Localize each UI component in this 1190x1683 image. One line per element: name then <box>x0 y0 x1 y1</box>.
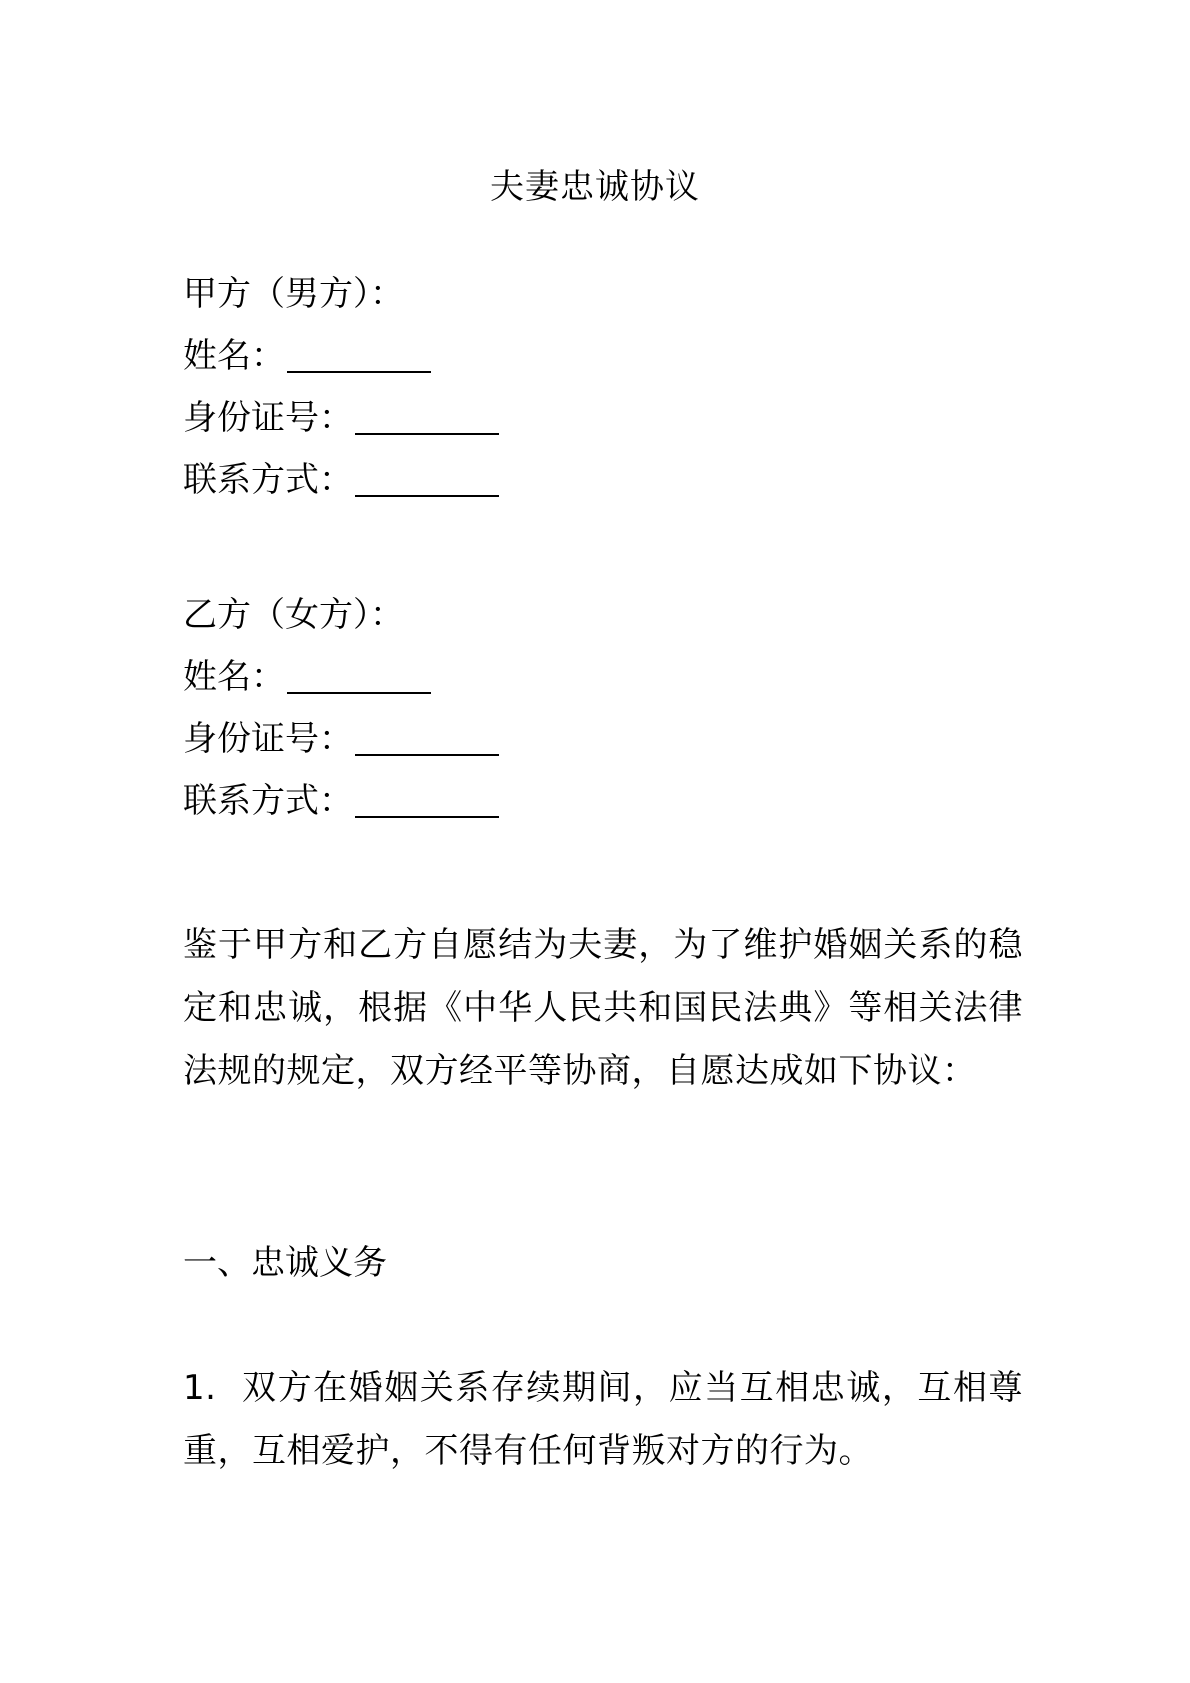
section-1-item-1 <box>183 1357 1023 1483</box>
party-b-name-label: 姓名： <box>183 657 285 697</box>
party-a-block <box>183 263 1023 511</box>
document-title: 夫妻忠诚协议 <box>490 167 700 207</box>
party-a-heading: 甲方（男方）： <box>183 274 404 314</box>
party-a-id-blank <box>355 389 499 435</box>
party-b-name-blank <box>287 648 431 694</box>
party-b-id-blank <box>355 710 499 756</box>
section-1-heading: 一、忠诚义务 <box>183 1243 387 1283</box>
preamble-paragraph: 鉴于甲方和乙方自愿结为夫妻，为了维护婚姻关系的稳定和忠诚，根据《中华人民共和国民法典》等相关法律法规的规定，双方经平等协商，自愿达成如下协议： <box>183 925 1023 1091</box>
item-number: 1. <box>183 1368 217 1408</box>
party-b-heading: 乙方（女方）： <box>183 595 404 635</box>
party-a-name-blank <box>287 327 431 373</box>
party-b-contact-row <box>183 770 1023 832</box>
party-a-name-row <box>183 325 1023 387</box>
party-a-contact-row <box>183 449 1023 511</box>
party-a-id-row <box>183 387 1023 449</box>
party-b-block <box>183 584 1023 832</box>
party-a-id-label: 身份证号： <box>183 398 353 438</box>
party-a-contact-label: 联系方式： <box>183 460 353 500</box>
party-a-contact-blank <box>355 451 499 497</box>
item-text: 双方在婚姻关系存续期间，应当互相忠诚，互相尊重，互相爱护，不得有任何背叛对方的行为。 <box>183 1368 1023 1471</box>
party-a-name-label: 姓名： <box>183 336 285 376</box>
party-b-name-row <box>183 646 1023 708</box>
party-b-id-label: 身份证号： <box>183 719 353 759</box>
party-b-id-row <box>183 708 1023 770</box>
party-b-contact-label: 联系方式： <box>183 781 353 821</box>
party-b-contact-blank <box>355 772 499 818</box>
